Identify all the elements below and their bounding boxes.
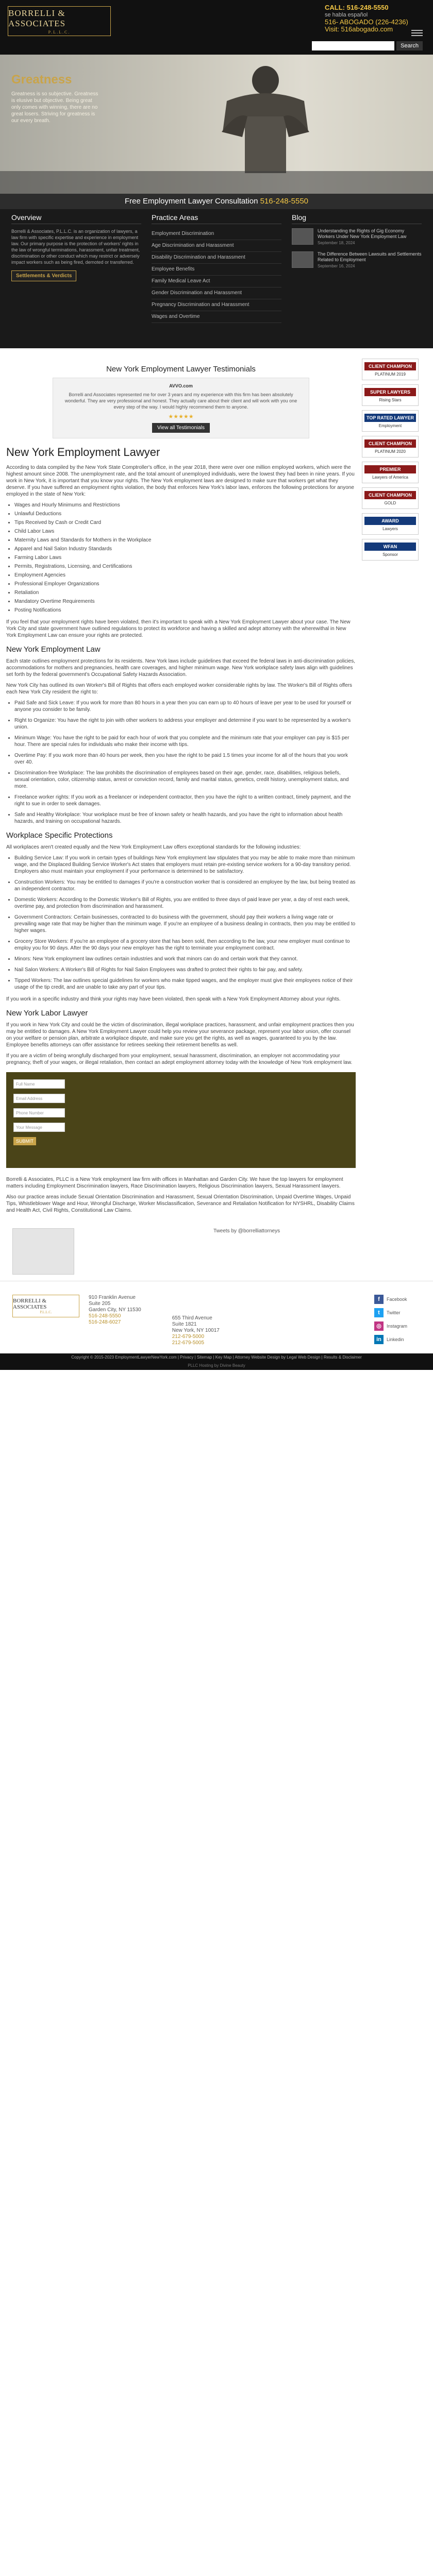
- badge-title: PREMIER: [364, 465, 416, 473]
- rating-stars-icon: ★★★★★: [168, 414, 194, 420]
- instagram-icon: ◎: [374, 1321, 384, 1331]
- footer-logo-sub: P.L.L.C.: [40, 1310, 52, 1314]
- overview-title: Overview: [11, 213, 141, 224]
- list-item: • Maternity Laws and Standards for Mothers in the Workplace: [14, 537, 356, 544]
- social-label: Instagram: [387, 1324, 408, 1329]
- footer-address-garden-city: [89, 1295, 141, 1348]
- badge-sub: Employment: [378, 423, 402, 428]
- award-badge: [362, 384, 419, 406]
- badge-sub: GOLD: [384, 501, 396, 505]
- blog-title: Blog: [292, 213, 422, 224]
- tel-link[interactable]: 516-248-5550: [89, 1313, 121, 1319]
- address-line: 910 Franklin Avenue: [89, 1295, 136, 1300]
- blog-item-title: The Difference Between Lawsuits and Settlements Related to Employment: [318, 251, 422, 262]
- blog-thumbnail: [292, 251, 313, 268]
- badge-sub: Lawyers: [382, 527, 398, 531]
- award-badge: [362, 359, 419, 380]
- badge-title: CLIENT CHAMPION: [364, 439, 416, 448]
- linkedin-icon: in: [374, 1335, 384, 1344]
- testimonial-box: [53, 378, 309, 438]
- site-header: [0, 0, 433, 55]
- testimonial-source: AVVO.com: [169, 383, 193, 388]
- badge-title: SUPER LAWYERS: [364, 388, 416, 396]
- list-item: • Unlawful Deductions: [14, 511, 356, 517]
- consultation-bar[interactable]: [0, 194, 433, 209]
- paragraph: Also our practice areas include Sexual Orientation Discrimination and Harassment, Sexual Orientation Discrimination, Unpaid Overtime Wages, Unpaid Tips, Whistleblower Wage and Hour, Wrongful Discharge, Worker Misclassification, Severance and Retaliation Notification for NYSHRL, Disability Claims and Health Act, Civil Rights, Constitutional Law Claims.: [6, 1194, 355, 1213]
- hosting-credit: PLLC Hosting by Divine Beauty: [0, 1362, 433, 1370]
- call-link[interactable]: CALL: 516-248-5550: [325, 4, 389, 11]
- bottom-image: [12, 1228, 74, 1275]
- industries-list: [14, 855, 356, 991]
- blog-thumbnail: [292, 228, 313, 245]
- paragraph: If you feel that your employment rights have been violated, then it's important to speak with a New York Employment Lawyer about your case. The New York City and state government have outlined regulations to protect its workforce and having a skilled and adept attorney with the wherewithal in New York Employment Law can ensure your rights are protected.: [6, 619, 351, 638]
- list-item: • Tipped Workers: The law outlines special guidelines for workers who make tipped wages, and the employer must give their employees notice of their usage of the tip credit, and are unable to take any part of your tips.: [14, 977, 356, 991]
- info-columns: [0, 209, 433, 348]
- list-item: • Right to Organize: You have the right to join with other workers to address your employer and determine if you want to be represented by a worker's union.: [14, 717, 356, 731]
- main-area: [0, 348, 433, 1218]
- list-item: • Building Service Law: If you work in certain types of buildings New York employment law stipulates that you may be able to make more than minimum wage, and the Displaced Building Service Worker's Act states that employers must retain pre-existing service workers for a 90-day transitory period. Employers also must maintain your employment if your performance is determined to be satisfactory.: [14, 855, 356, 875]
- list-item: • Government Contractors: Certain businesses, contracted to do business with the government, should pay their workers a living wage rate or prevailing wage rate that may be higher than the minimum wage. If you're an employee of a business dealing in contracts, then you may be entitled to higher wages.: [14, 914, 356, 934]
- consultation-label: Free Employment Lawyer Consultation: [124, 197, 258, 206]
- list-item: • Minimum Wage: You have the right to be paid for each hour of work that you complete and the minimum rate that your employer can pay is $15 per hour. There are special rules for individuals who make their income with tips.: [14, 735, 356, 748]
- address-line: Suite 1821: [172, 1321, 197, 1327]
- main-content: [6, 348, 362, 1218]
- fax-link[interactable]: 516-248-6027: [89, 1319, 121, 1325]
- copyright-bar: Copyright © 2015-2023 EmploymentLawyerNewYork.com | Privacy | Sitemap | Key Map | Attorney Website Design by Legal Web Design | Results & Disclaimer: [0, 1353, 433, 1362]
- badge-sub: PLATINUM 2020: [375, 449, 406, 454]
- list-item: • Tips Received by Cash or Credit Card: [14, 519, 356, 526]
- hero-title: Greatness: [11, 73, 72, 87]
- header-contact: [325, 4, 423, 33]
- logo-name: BORRELLI & ASSOCIATES: [8, 8, 66, 28]
- paragraph: New York City has outlined its own Worker's Bill of Rights that offers each employed worker considerable rights by law. The Worker's Bill of Rights offers each New York City resident the right to:: [6, 683, 352, 695]
- hero-banner: [0, 55, 433, 194]
- email-field[interactable]: Email Address: [13, 1094, 65, 1103]
- paragraph: All workplaces aren't created equally and the New York Employment Law offers exceptional standards for the following industries:: [6, 844, 301, 850]
- footer: [0, 1281, 433, 1353]
- visit-link[interactable]: Visit: 516abogado.com: [325, 25, 393, 33]
- award-badge: [362, 487, 419, 509]
- footer-logo[interactable]: [12, 1295, 79, 1317]
- badge-sub: PLATINUM 2019: [375, 372, 406, 377]
- submit-button[interactable]: SUBMIT: [13, 1137, 36, 1145]
- list-item: • Child Labor Laws: [14, 528, 356, 535]
- practice-item[interactable]: Age Discrimination and Harassment: [152, 240, 281, 252]
- practice-item[interactable]: Gender Discrimination and Harassment: [152, 287, 281, 299]
- social-label: Twitter: [387, 1310, 401, 1315]
- hero-text: Greatness is so subjective. Greatness is elusive but objective. Being great only comes with winning, there are no great losers. Striving for greatness is our every breath.: [11, 91, 98, 124]
- practice-title: Practice Areas: [152, 213, 281, 224]
- award-badge: [362, 436, 419, 457]
- protections-list: [14, 502, 356, 614]
- address-line: 655 Third Avenue: [172, 1315, 212, 1321]
- award-badge: [362, 462, 419, 483]
- address-line: Garden City, NY 11530: [89, 1307, 141, 1313]
- badge-title: AWARD: [364, 517, 416, 525]
- badge-sub: Lawyers of America: [372, 475, 408, 480]
- practice-item[interactable]: Disability Discrimination and Harassment: [152, 252, 281, 264]
- list-item: • Apparel and Nail Salon Industry Standards: [14, 546, 356, 552]
- list-item: • Freelance worker rights: If you work as a freelancer or independent contractor, then you have the right to a written contract, timely payment, and the right to sue in order to seek damages.: [14, 794, 356, 807]
- social-links: [374, 1295, 421, 1348]
- address-line: Suite 205: [89, 1301, 111, 1307]
- social-twitter[interactable]: [374, 1308, 421, 1317]
- practice-column: [146, 213, 287, 343]
- name-field[interactable]: Full Name: [13, 1079, 65, 1089]
- search-input[interactable]: [312, 41, 394, 50]
- list-item: • Farming Labor Laws: [14, 554, 356, 561]
- list-item: • Domestic Workers: According to the Domestic Worker's Bill of Rights, you are entitled to three days of paid leave per year, a day of rest each week, overtime pay, and protection from discrimination and harassment.: [14, 896, 356, 910]
- badge-title: TOP RATED LAWYER: [364, 414, 416, 422]
- list-item: • Overtime Pay: If you work more than 40 hours per week, then you have the right to be paid 1.5 times your income for all of the hours that you work over 40.: [14, 752, 356, 766]
- phone-field[interactable]: Phone Number: [13, 1108, 65, 1117]
- footer-address-manhattan: [172, 1315, 220, 1348]
- badge-sub: Sponsor: [382, 552, 398, 557]
- hero-figure-image: [216, 60, 314, 173]
- menu-icon[interactable]: [411, 30, 423, 38]
- social-facebook[interactable]: [374, 1295, 421, 1304]
- page-title: New York Employment Lawyer: [6, 446, 160, 459]
- practice-list: [152, 228, 281, 323]
- blog-column: [287, 213, 427, 343]
- overview-column: [6, 213, 146, 343]
- footer-logo-name: BORRELLI & ASSOCIATES: [13, 1298, 47, 1310]
- practice-item[interactable]: Employee Benefits: [152, 264, 281, 276]
- list-item: • Discrimination-free Workplace: The law prohibits the discrimination of employees based on their age, gender, race, disabilities, religious beliefs, sexual orientation, color, citizenship status, arrest or conviction record, family and marital status, genetics, credit history, unemployment status, and more.: [14, 770, 356, 790]
- list-item: • Nail Salon Workers: A Worker's Bill of Rights for Nail Salon Employees was drafted to protect their rights to fair pay, and safety.: [14, 967, 356, 973]
- list-item: • Posting Notifications: [14, 607, 356, 614]
- paragraph: If you work in a specific industry and think your rights may have been violated, then speak with a New York Employment Attorney about your rights.: [6, 996, 341, 1002]
- view-testimonials-button[interactable]: View all Testimonials: [152, 423, 210, 433]
- paragraph: Borrelli & Associates, PLLC is a New York employment law firm with offices in Manhattan and Garden City. We have the top lawyers for employment matters including Employment Discrimination lawyers, Race Discrimination lawyers, Religious Discrimination lawyers, Sexual Harassment lawyers.: [6, 1177, 343, 1189]
- rights-list: [14, 700, 356, 825]
- search-button[interactable]: Search: [396, 41, 423, 50]
- paragraph: Each state outlines employment protections for its residents. New York laws include guidelines that exceed the federal laws in anti-discrimination policies, accommodations for mothers and pregnancies, health care coverages, and higher minimum wage. New York workplace safety laws align with guidelines set forth by the federal government's Occupational Safety Hazards Association.: [6, 658, 356, 677]
- search-bar: [312, 41, 423, 50]
- list-item: • Safe and Healthy Workplace: Your workplace must be free of known safety or health hazards, and you have the right to information about health hazards, and training on occupational hazards.: [14, 811, 356, 825]
- contact-form: [6, 1072, 356, 1168]
- paragraph: If you are a victim of being wrongfully discharged from your employment, sexual harassment, discrimination, an employer not accommodating your pregnancy, theft of your wages, or illegal retaliation, then contact an adept employment attorney today with the knowledge of New York employment law.: [6, 1053, 353, 1065]
- twitter-feed-link[interactable]: Tweets by @borrelliattorneys: [213, 1228, 280, 1234]
- logo-sub: P.L.L.C.: [48, 29, 71, 35]
- list-item: • Wages and Hourly Minimums and Restrictions: [14, 502, 356, 509]
- practice-item[interactable]: Family Medical Leave Act: [152, 276, 281, 287]
- consultation-phone[interactable]: 516-248-5550: [260, 197, 309, 206]
- twitter-icon: t: [374, 1308, 384, 1317]
- hero-band: [0, 171, 433, 194]
- paragraph: If you work in New York City and could be the victim of discrimination, illegal workplace practices, harassment, and unfair employment practices then you may be entitled to damages. A New York Employment Lawyer could help you review your severance package, represent your labor union, offer counsel on your welfare or pension plan, arbitrate a workplace dispute, and make sure you get the rights, as well as wages, guaranteed to you by the law. Employee benefits attorneys can offer assistance for retirees seeking their retirement benefits as well.: [6, 1022, 354, 1048]
- practice-item[interactable]: Wages and Overtime: [152, 311, 281, 323]
- list-item: • Permits, Registrations, Licensing, and Certifications: [14, 563, 356, 570]
- address-line: New York, NY 10017: [172, 1328, 220, 1333]
- section-heading: New York Labor Lawyer: [6, 1009, 88, 1018]
- list-item: • Professional Employer Organizations: [14, 581, 356, 587]
- list-item: • Construction Workers: You may be entitled to damages if you're a construction worker that is considered an employee by the law, but being treated as an independent contractor.: [14, 879, 356, 892]
- site-logo[interactable]: [8, 6, 111, 36]
- blog-item-date: September 18, 2024: [318, 241, 355, 245]
- alt-phone-link[interactable]: 516- ABOGADO (226-4236): [325, 18, 408, 26]
- call-spanish: se habla español: [325, 12, 368, 18]
- award-badge: [362, 539, 419, 561]
- practice-item[interactable]: Pregnancy Discrimination and Harassment: [152, 299, 281, 311]
- overview-text: Borrelli & Associates, P.L.L.C. is an organization of lawyers, a law firm with specific expertise and experience in employment law. Our primary purpose is the protection of workers' rights in the law of wrongful terminations, harassment, unfair treatment, discrimination or other conduct which may restrict or adversely impact workers such as being fired, demoted or transferred.: [11, 229, 140, 265]
- social-linkedin[interactable]: [374, 1335, 421, 1344]
- section-heading: Workplace Specific Protections: [6, 831, 113, 840]
- badge-sub: Rising Stars: [379, 398, 402, 402]
- list-item: • Grocery Store Workers: If you're an employee of a grocery store that has been sold, then according to the law, your new employer must continue to employ you for 90 days. After the 90 days your new employer has the right to terminate your employment contract.: [14, 938, 356, 952]
- award-badge: [362, 410, 419, 432]
- message-field[interactable]: Your Message: [13, 1123, 65, 1132]
- list-item: • Retaliation: [14, 589, 356, 596]
- social-instagram[interactable]: [374, 1321, 421, 1331]
- badge-title: CLIENT CHAMPION: [364, 491, 416, 499]
- paragraph: According to data compiled by the New York State Comptroller's office, in the year 2018, there were over one million employed workers, which were the highest amount since 2008. The unemployment rate, and the total amount of unemployed individuals, were the lowest they had been in nine years. If you work in New York, it is important that you know your rights. The New York employment laws are designed to make sure that workers get what they deserve. If you have suffered an employment rights violation, the body that enforces New York's labor laws, enforces the following protections for anyone employed in the state of New York:: [6, 465, 355, 497]
- badge-title: WFAN: [364, 543, 416, 551]
- tel-link[interactable]: 212-679-5000: [172, 1334, 205, 1340]
- list-item: • Mandatory Overtime Requirements: [14, 598, 356, 605]
- award-badge: [362, 513, 419, 535]
- settlements-button[interactable]: Settlements & Verdicts: [11, 270, 76, 281]
- social-label: Facebook: [387, 1297, 407, 1302]
- practice-item[interactable]: Employment Discrimination: [152, 228, 281, 240]
- testimonial-text: Borrelli and Associates represented me for over 3 years and my experience with this firm has been absolutely wonderful. They are very professional and honest. They actually care about their client and will work with you one every step of the way. I would highly recommend them to anyone.: [64, 392, 297, 410]
- awards-sidebar: [362, 348, 427, 1218]
- blog-item-date: September 16, 2024: [318, 264, 355, 268]
- section-heading: New York Employment Law: [6, 645, 101, 654]
- facebook-icon: f: [374, 1295, 384, 1304]
- social-label: Linkedin: [387, 1337, 404, 1342]
- blog-item[interactable]: [292, 251, 422, 268]
- blog-item-title: Understanding the Rights of Gig Economy Workers Under New York Employment Law: [318, 228, 407, 239]
- list-item: • Minors: New York employment law outlines certain industries and work that minors can do and certain work that they cannot.: [14, 956, 356, 962]
- badge-title: CLIENT CHAMPION: [364, 362, 416, 370]
- fax-link[interactable]: 212-679-5005: [172, 1340, 205, 1346]
- blog-item[interactable]: [292, 228, 422, 245]
- testimonials-heading: New York Employment Lawyer Testimonials: [106, 365, 256, 374]
- list-item: • Employment Agencies: [14, 572, 356, 579]
- list-item: • Paid Safe and Sick Leave: If you work for more than 80 hours in a year then you can earn up to 40 hours of leave per year to be used for yourself or anyone you consider to be family.: [14, 700, 356, 713]
- bottom-strip: [0, 1218, 433, 1281]
